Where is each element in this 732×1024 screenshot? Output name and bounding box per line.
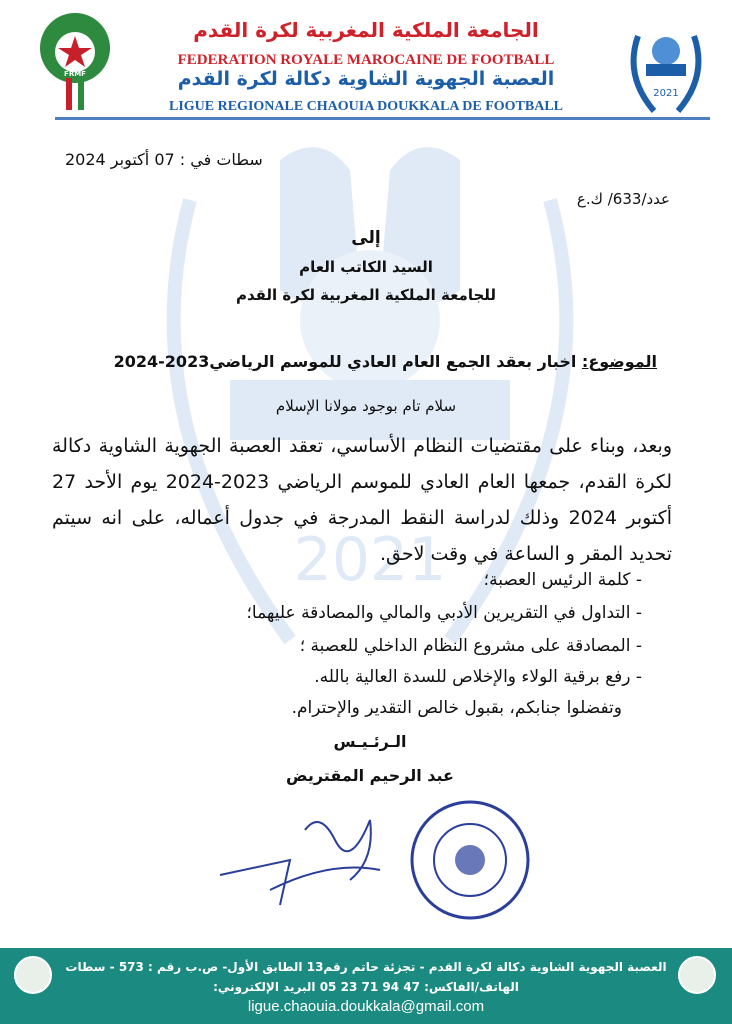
league-name-ar: العصبة الجهوية الشاوية دكالة لكرة القدم — [177, 68, 555, 90]
frmf-logo-text: FRMF — [64, 70, 86, 78]
agenda-item: - كلمة الرئيس العصبة؛ — [483, 570, 642, 590]
league-name-fr: LIGUE REGIONALE CHAOUIA DOUKKALA DE FOOTBALL — [168, 99, 563, 114]
salutation: سلام تام بوجود مولانا الإسلام — [275, 397, 457, 415]
letter-body: وبعد، وبناء على مقتضيات النظام الأساسي، تعقد العصبة الجهوية الشاوية دكالة لكرة القدم، جمعها العام العادي للموسم الرياضي 2023-2024 يوم الأحد 27 أكتوبر 2024 وذلك لدراسة النقط المدرجة في جدول أعماله، على انه سيتم تحديد المقر و الساعة في وقت لاحق. — [52, 435, 673, 565]
to-label: إلى — [351, 228, 381, 248]
recipient-line1: السيد الكاتب العام — [299, 258, 433, 276]
agenda-item: - رفع برقية الولاء والإخلاص للسدة العالية بالله. — [314, 667, 642, 687]
agenda-item: - التداول في التقريرين الأدبي والمالي والمصادقة عليهما؛ — [246, 603, 642, 623]
letter-reference: عدد/633/ ك.ع — [576, 190, 670, 208]
footer-email[interactable]: ligue.chaouia.doukkala@gmail.com — [247, 998, 485, 1015]
subject-text: اخبار بعقد الجمع العام العادي للموسم الرياضي2023-2024 — [113, 352, 582, 371]
agenda-item: - المصادقة على مشروع النظام الداخلي للعصبة ؛ — [299, 636, 642, 656]
header-divider — [55, 117, 710, 120]
recipient-line2: للجامعة الملكية المغربية لكرة القدم — [235, 286, 497, 304]
letter-date: سطات في : 07 أكتوبر 2024 — [65, 150, 263, 169]
signatory-title: الـرئـيـس — [333, 732, 407, 751]
league-logo-year: 2021 — [653, 88, 679, 99]
signature-and-stamp — [210, 800, 540, 940]
federation-name-ar: الجامعة الملكية المغربية لكرة القدم — [193, 18, 539, 42]
signatory-name: عبد الرحيم المقتريض — [286, 766, 454, 785]
subject-line — [114, 352, 657, 371]
subject-label: الموضوع: — [581, 352, 657, 371]
federation-name-fr: FEDERATION ROYALE MAROCAINE DE FOOTBALL — [177, 52, 555, 68]
closing: وتفضلوا جنابكم، بقبول خالص التقدير والإحترام. — [291, 698, 622, 718]
footer-address: العصبة الجهوية الشاوية دكالة لكرة القدم - تجزئة حاتم رقم13 الطابق الأول- ص.ب رقم : 573 - سطات — [65, 960, 667, 974]
footer-phone: الهاتف/الفاكس: 47 94 71 23 05 البريد الإلكتروني: — [213, 980, 519, 994]
svg-text:2021: 2021 — [293, 525, 447, 595]
